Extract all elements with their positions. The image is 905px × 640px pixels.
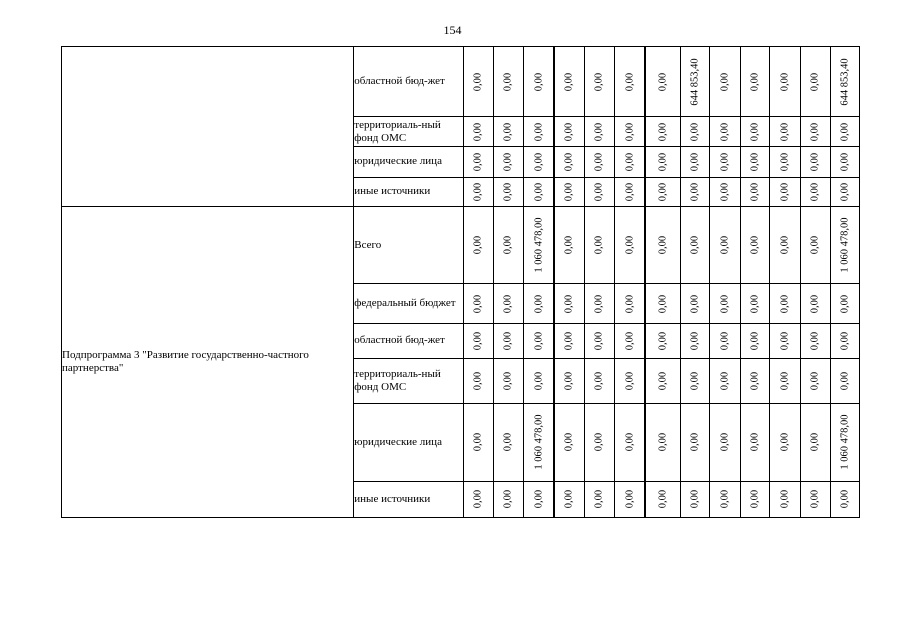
value-text: 0,00 bbox=[719, 371, 731, 391]
value-cell bbox=[710, 481, 740, 517]
value-text: 0,00 bbox=[719, 490, 731, 509]
value-text: 0,00 bbox=[563, 122, 575, 141]
value-cell bbox=[830, 358, 859, 403]
value-cell bbox=[830, 47, 859, 117]
value-cell bbox=[680, 47, 709, 117]
funding-source-cell: областной бюд-жет bbox=[354, 323, 463, 358]
value-text: 0,00 bbox=[624, 182, 636, 202]
value-cell bbox=[740, 284, 769, 323]
value-cell bbox=[769, 323, 800, 358]
value-text: 0,00 bbox=[593, 294, 605, 313]
value-cell bbox=[769, 146, 800, 177]
value-cell bbox=[680, 481, 709, 517]
funding-source-cell: юридические лица bbox=[354, 404, 463, 481]
value-text: 0,00 bbox=[779, 433, 791, 452]
value-cell bbox=[615, 146, 645, 177]
value-text: 0,00 bbox=[593, 433, 605, 452]
value-cell bbox=[710, 117, 740, 146]
value-text: 0,00 bbox=[502, 122, 514, 141]
value-cell bbox=[740, 47, 769, 117]
funding-source-cell: Всего bbox=[354, 206, 463, 283]
value-text: 1 060 478,00 bbox=[839, 414, 851, 470]
value-cell bbox=[463, 404, 493, 481]
value-text: 0,00 bbox=[624, 490, 636, 509]
value-cell bbox=[645, 404, 680, 481]
value-text: 0,00 bbox=[593, 182, 605, 202]
value-text: 0,00 bbox=[563, 294, 575, 313]
value-cell bbox=[710, 177, 740, 206]
value-cell bbox=[645, 481, 680, 517]
value-text: 0,00 bbox=[809, 72, 821, 91]
value-text: 0,00 bbox=[749, 122, 761, 141]
value-text: 0,00 bbox=[689, 182, 701, 202]
value-text: 0,00 bbox=[657, 236, 669, 255]
value-cell bbox=[584, 358, 614, 403]
value-text: 0,00 bbox=[779, 72, 791, 91]
value-text: 0,00 bbox=[719, 294, 731, 313]
value-text: 0,00 bbox=[563, 182, 575, 202]
value-cell bbox=[554, 117, 584, 146]
value-cell bbox=[801, 481, 830, 517]
value-cell bbox=[584, 146, 614, 177]
value-text: 0,00 bbox=[593, 331, 605, 350]
value-text: 0,00 bbox=[657, 331, 669, 350]
value-text: 0,00 bbox=[657, 152, 669, 171]
value-text: 0,00 bbox=[593, 122, 605, 141]
value-text: 0,00 bbox=[779, 152, 791, 171]
value-cell bbox=[710, 47, 740, 117]
value-text: 0,00 bbox=[779, 236, 791, 255]
value-cell bbox=[680, 146, 709, 177]
value-cell bbox=[463, 481, 493, 517]
value-text: 0,00 bbox=[657, 72, 669, 91]
value-cell bbox=[645, 146, 680, 177]
value-cell bbox=[554, 358, 584, 403]
value-text: 0,00 bbox=[502, 152, 514, 171]
value-text: 0,00 bbox=[809, 294, 821, 313]
value-cell bbox=[830, 206, 859, 283]
value-cell bbox=[554, 146, 584, 177]
value-text: 0,00 bbox=[689, 236, 701, 255]
value-text: 0,00 bbox=[839, 182, 851, 202]
value-cell bbox=[524, 177, 554, 206]
value-cell bbox=[493, 206, 523, 283]
value-text: 0,00 bbox=[719, 433, 731, 452]
value-text: 0,00 bbox=[472, 236, 484, 255]
value-text: 0,00 bbox=[624, 122, 636, 141]
value-text: 0,00 bbox=[689, 433, 701, 452]
value-cell bbox=[524, 117, 554, 146]
value-text: 0,00 bbox=[809, 182, 821, 202]
value-text: 0,00 bbox=[839, 122, 851, 141]
value-text: 0,00 bbox=[749, 72, 761, 91]
funding-source-cell: иные источники bbox=[354, 481, 463, 517]
value-text: 0,00 bbox=[533, 122, 545, 141]
value-cell bbox=[524, 481, 554, 517]
value-cell bbox=[463, 117, 493, 146]
value-text: 0,00 bbox=[533, 331, 545, 350]
value-text: 0,00 bbox=[502, 72, 514, 91]
value-cell bbox=[463, 358, 493, 403]
value-cell bbox=[645, 47, 680, 117]
value-cell bbox=[710, 284, 740, 323]
value-text: 0,00 bbox=[749, 152, 761, 171]
value-text: 0,00 bbox=[472, 122, 484, 141]
value-cell bbox=[493, 323, 523, 358]
value-text: 0,00 bbox=[839, 294, 851, 313]
value-text: 0,00 bbox=[624, 371, 636, 391]
value-cell bbox=[493, 481, 523, 517]
value-cell bbox=[710, 323, 740, 358]
funding-source-cell: федеральный бюджет bbox=[354, 284, 463, 323]
value-text: 0,00 bbox=[472, 72, 484, 91]
value-text: 0,00 bbox=[563, 490, 575, 509]
value-text: 0,00 bbox=[809, 490, 821, 509]
value-cell bbox=[584, 117, 614, 146]
value-cell bbox=[710, 404, 740, 481]
value-cell bbox=[463, 177, 493, 206]
funding-source-cell: юридические лица bbox=[354, 146, 463, 177]
value-cell bbox=[524, 284, 554, 323]
value-cell bbox=[645, 206, 680, 283]
value-cell bbox=[584, 481, 614, 517]
value-cell bbox=[710, 206, 740, 283]
value-cell bbox=[680, 323, 709, 358]
value-text: 0,00 bbox=[624, 433, 636, 452]
value-cell bbox=[524, 47, 554, 117]
value-text: 0,00 bbox=[502, 331, 514, 350]
value-cell bbox=[554, 47, 584, 117]
value-cell bbox=[584, 323, 614, 358]
value-text: 0,00 bbox=[779, 182, 791, 202]
funding-source-cell: областной бюд-жет bbox=[354, 47, 463, 117]
value-cell bbox=[645, 358, 680, 403]
budget-table bbox=[61, 46, 860, 518]
value-cell bbox=[801, 323, 830, 358]
value-text: 0,00 bbox=[472, 371, 484, 391]
value-cell bbox=[769, 481, 800, 517]
value-cell bbox=[584, 284, 614, 323]
value-cell bbox=[680, 404, 709, 481]
value-text: 0,00 bbox=[809, 371, 821, 391]
value-text: 0,00 bbox=[689, 122, 701, 141]
value-cell bbox=[830, 323, 859, 358]
value-text: 0,00 bbox=[472, 152, 484, 171]
value-cell bbox=[493, 47, 523, 117]
value-cell bbox=[493, 146, 523, 177]
value-cell bbox=[493, 358, 523, 403]
value-text: 0,00 bbox=[472, 331, 484, 350]
value-cell bbox=[680, 358, 709, 403]
value-cell bbox=[615, 206, 645, 283]
value-text: 0,00 bbox=[689, 490, 701, 509]
value-cell bbox=[554, 284, 584, 323]
value-text: 0,00 bbox=[563, 152, 575, 171]
value-cell bbox=[463, 146, 493, 177]
value-cell bbox=[645, 284, 680, 323]
value-cell bbox=[740, 358, 769, 403]
value-cell bbox=[769, 284, 800, 323]
value-text: 0,00 bbox=[719, 182, 731, 202]
value-cell bbox=[584, 177, 614, 206]
value-text: 0,00 bbox=[593, 72, 605, 91]
value-text: 0,00 bbox=[749, 182, 761, 202]
value-text: 0,00 bbox=[502, 371, 514, 391]
value-cell bbox=[524, 404, 554, 481]
value-cell bbox=[830, 404, 859, 481]
value-text: 0,00 bbox=[593, 236, 605, 255]
value-cell bbox=[740, 481, 769, 517]
value-cell bbox=[710, 146, 740, 177]
value-cell bbox=[493, 404, 523, 481]
value-text: 0,00 bbox=[839, 331, 851, 350]
value-cell bbox=[769, 206, 800, 283]
value-text: 0,00 bbox=[657, 433, 669, 452]
value-text: 0,00 bbox=[533, 294, 545, 313]
value-text: 0,00 bbox=[472, 490, 484, 509]
value-cell bbox=[801, 206, 830, 283]
value-text: 0,00 bbox=[689, 331, 701, 350]
value-text: 0,00 bbox=[809, 433, 821, 452]
value-text: 0,00 bbox=[593, 371, 605, 391]
value-cell bbox=[463, 206, 493, 283]
value-cell bbox=[554, 206, 584, 283]
value-text: 0,00 bbox=[657, 294, 669, 313]
value-text: 0,00 bbox=[809, 236, 821, 255]
value-text: 644 853,40 bbox=[839, 58, 851, 106]
value-cell bbox=[740, 117, 769, 146]
value-cell bbox=[830, 177, 859, 206]
value-cell bbox=[615, 177, 645, 206]
value-cell bbox=[710, 358, 740, 403]
value-text: 0,00 bbox=[502, 490, 514, 509]
value-cell bbox=[493, 117, 523, 146]
table-row bbox=[62, 206, 860, 283]
value-cell bbox=[801, 47, 830, 117]
value-text: 0,00 bbox=[657, 122, 669, 141]
value-text: 0,00 bbox=[563, 371, 575, 391]
value-cell bbox=[769, 47, 800, 117]
value-text: 0,00 bbox=[502, 294, 514, 313]
value-cell bbox=[830, 146, 859, 177]
value-cell bbox=[463, 284, 493, 323]
value-text: 0,00 bbox=[749, 294, 761, 313]
value-text: 1 060 478,00 bbox=[839, 217, 851, 273]
value-text: 0,00 bbox=[839, 371, 851, 391]
value-text: 0,00 bbox=[502, 236, 514, 255]
value-text: 0,00 bbox=[563, 331, 575, 350]
value-text: 0,00 bbox=[779, 371, 791, 391]
value-text: 0,00 bbox=[593, 490, 605, 509]
value-text: 0,00 bbox=[624, 294, 636, 313]
value-text: 0,00 bbox=[689, 371, 701, 391]
value-cell bbox=[769, 117, 800, 146]
value-cell bbox=[740, 146, 769, 177]
value-cell bbox=[524, 146, 554, 177]
value-text: 0,00 bbox=[657, 182, 669, 202]
value-text: 0,00 bbox=[749, 490, 761, 509]
value-cell bbox=[680, 117, 709, 146]
value-text: 0,00 bbox=[719, 152, 731, 171]
value-text: 0,00 bbox=[533, 72, 545, 91]
value-text: 0,00 bbox=[563, 433, 575, 452]
value-text: 0,00 bbox=[749, 236, 761, 255]
value-cell bbox=[615, 404, 645, 481]
value-text: 0,00 bbox=[779, 490, 791, 509]
value-text: 0,00 bbox=[624, 152, 636, 171]
funding-source-cell: территориаль-ный фонд ОМС bbox=[354, 358, 463, 403]
funding-source-cell: территориаль-ный фонд ОМС bbox=[354, 117, 463, 146]
value-text: 0,00 bbox=[472, 433, 484, 452]
value-cell bbox=[740, 206, 769, 283]
value-text: 0,00 bbox=[624, 236, 636, 255]
value-cell bbox=[554, 177, 584, 206]
value-text: 0,00 bbox=[689, 294, 701, 313]
value-cell bbox=[769, 404, 800, 481]
value-cell bbox=[740, 177, 769, 206]
value-cell bbox=[584, 206, 614, 283]
program-name-cell bbox=[62, 47, 354, 207]
value-cell bbox=[645, 117, 680, 146]
value-text: 0,00 bbox=[533, 152, 545, 171]
value-cell bbox=[554, 481, 584, 517]
value-cell bbox=[801, 146, 830, 177]
value-cell bbox=[524, 323, 554, 358]
value-cell bbox=[830, 284, 859, 323]
table-row bbox=[62, 47, 860, 117]
value-text: 0,00 bbox=[839, 490, 851, 509]
value-cell bbox=[830, 117, 859, 146]
value-cell bbox=[493, 177, 523, 206]
value-cell bbox=[493, 284, 523, 323]
value-cell bbox=[645, 177, 680, 206]
value-cell bbox=[801, 117, 830, 146]
value-cell bbox=[801, 284, 830, 323]
page-number: 154 bbox=[443, 23, 462, 37]
value-cell bbox=[680, 284, 709, 323]
value-cell bbox=[801, 404, 830, 481]
value-text: 0,00 bbox=[657, 371, 669, 391]
value-text: 644 853,40 bbox=[689, 58, 701, 106]
value-cell bbox=[524, 206, 554, 283]
value-text: 0,00 bbox=[809, 122, 821, 141]
value-cell bbox=[645, 323, 680, 358]
value-cell bbox=[615, 358, 645, 403]
value-cell bbox=[615, 117, 645, 146]
value-text: 0,00 bbox=[719, 331, 731, 350]
value-cell bbox=[740, 323, 769, 358]
value-text: 0,00 bbox=[749, 433, 761, 452]
value-cell bbox=[463, 323, 493, 358]
value-cell bbox=[554, 404, 584, 481]
value-cell bbox=[801, 358, 830, 403]
value-text: 0,00 bbox=[749, 331, 761, 350]
value-text: 0,00 bbox=[839, 152, 851, 171]
value-text: 0,00 bbox=[809, 331, 821, 350]
value-text: 0,00 bbox=[472, 294, 484, 313]
value-text: 0,00 bbox=[689, 152, 701, 171]
value-cell bbox=[680, 177, 709, 206]
value-text: 0,00 bbox=[809, 152, 821, 171]
value-cell bbox=[524, 358, 554, 403]
value-text: 1 060 478,00 bbox=[533, 414, 545, 470]
value-text: 0,00 bbox=[533, 182, 545, 202]
value-cell bbox=[584, 47, 614, 117]
program-name-cell: Подпрограмма 3 "Развитие государственно-частного партнерства" bbox=[62, 206, 354, 517]
value-text: 0,00 bbox=[624, 72, 636, 91]
value-text: 0,00 bbox=[563, 72, 575, 91]
value-text: 0,00 bbox=[719, 72, 731, 91]
value-text: 0,00 bbox=[472, 182, 484, 202]
value-cell bbox=[740, 404, 769, 481]
value-text: 0,00 bbox=[779, 294, 791, 313]
value-text: 0,00 bbox=[749, 371, 761, 391]
value-text: 0,00 bbox=[533, 490, 545, 509]
value-text: 0,00 bbox=[657, 490, 669, 509]
value-text: 1 060 478,00 bbox=[533, 217, 545, 273]
value-cell bbox=[584, 404, 614, 481]
value-cell bbox=[769, 177, 800, 206]
value-cell bbox=[615, 323, 645, 358]
value-text: 0,00 bbox=[719, 122, 731, 141]
value-cell bbox=[554, 323, 584, 358]
value-text: 0,00 bbox=[502, 433, 514, 452]
value-text: 0,00 bbox=[533, 371, 545, 391]
value-cell bbox=[801, 177, 830, 206]
value-text: 0,00 bbox=[779, 122, 791, 141]
value-text: 0,00 bbox=[563, 236, 575, 255]
value-text: 0,00 bbox=[502, 182, 514, 202]
value-text: 0,00 bbox=[624, 331, 636, 350]
value-cell bbox=[830, 481, 859, 517]
value-cell bbox=[769, 358, 800, 403]
value-cell bbox=[680, 206, 709, 283]
value-cell bbox=[615, 284, 645, 323]
value-cell bbox=[615, 47, 645, 117]
value-text: 0,00 bbox=[593, 152, 605, 171]
value-cell bbox=[463, 47, 493, 117]
value-text: 0,00 bbox=[779, 331, 791, 350]
funding-source-cell: иные источники bbox=[354, 177, 463, 206]
value-cell bbox=[615, 481, 645, 517]
value-text: 0,00 bbox=[719, 236, 731, 255]
